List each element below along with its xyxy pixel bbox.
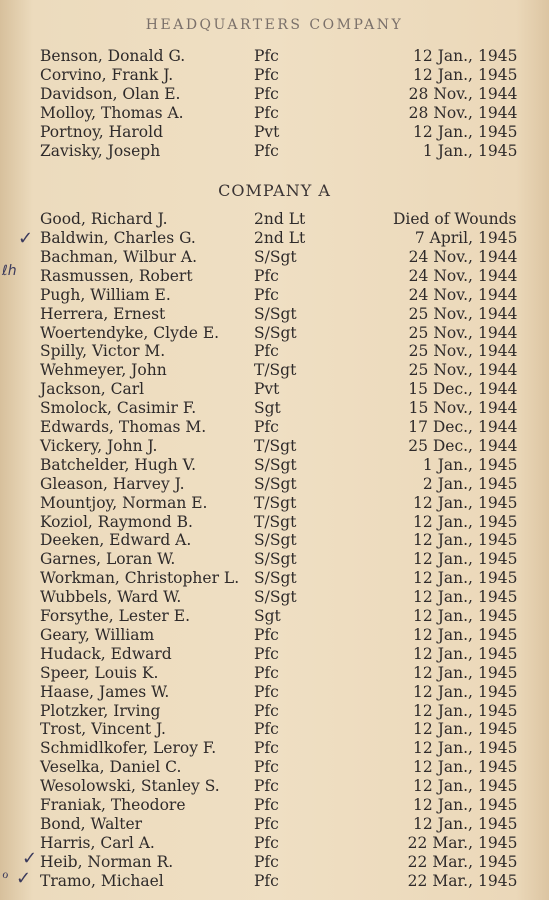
soldier-rank: S/Sgt <box>254 304 297 323</box>
soldier-rank: Sgt <box>254 607 281 625</box>
casualty-year: 1945 <box>478 852 518 871</box>
soldier-rank: Pfc <box>254 739 279 758</box>
soldier-name: Zavisky, Joseph <box>40 142 161 160</box>
casualty-year: 1944 <box>478 361 518 380</box>
soldier-rank: Pfc <box>254 47 279 65</box>
soldier-name: Forsythe, Lester E. <box>40 607 190 625</box>
casualty-year: 1945 <box>478 142 518 160</box>
casualty-date: 25 Nov., <box>408 304 473 323</box>
soldier-rank: Pfc <box>254 342 279 361</box>
casualty-date: 12 Jan., <box>413 550 473 569</box>
casualty-date: 22 Mar., <box>407 852 473 871</box>
casualty-year: 1945 <box>478 47 518 65</box>
soldier-name: Pugh, William E. <box>40 285 171 304</box>
casualty-year: 1945 <box>478 625 518 644</box>
roster-row <box>0 456 549 475</box>
casualty-date: 12 Jan., <box>413 814 473 833</box>
soldier-name: Trost, Vincent J. <box>40 720 166 739</box>
casualty-date: 24 Nov., <box>408 285 473 304</box>
soldier-name: Mountjoy, Norman E. <box>40 493 208 512</box>
soldier-name: Smolock, Casimir F. <box>40 399 197 418</box>
casualty-date: 22 Mar., <box>407 871 473 890</box>
soldier-name: Edwards, Thomas M. <box>40 418 207 436</box>
soldier-rank: Pfc <box>254 663 279 682</box>
soldier-name: Heib, Norman R. <box>40 852 174 871</box>
casualty-date: 12 Jan., <box>413 123 473 141</box>
roster-row <box>0 702 549 721</box>
roster-row <box>0 683 549 702</box>
casualty-year: 1945 <box>478 796 518 814</box>
soldier-rank: Pfc <box>254 142 279 160</box>
casualty-year: 1945 <box>478 550 518 569</box>
casualty-date: 17 Dec., <box>408 418 473 436</box>
casualty-year: 1945 <box>478 682 518 701</box>
soldier-rank: Pfc <box>254 625 279 644</box>
roster-row <box>0 607 549 626</box>
casualty-date: 12 Jan., <box>413 701 473 720</box>
soldier-rank: S/Sgt <box>254 323 297 342</box>
roster-row <box>0 569 549 588</box>
casualty-date: 12 Jan., <box>413 644 473 663</box>
soldier-name: Veselka, Daniel C. <box>40 758 182 777</box>
soldier-rank: Pfc <box>254 777 279 796</box>
soldier-name: Deeken, Edward A. <box>40 531 192 550</box>
soldier-rank: T/Sgt <box>254 512 297 531</box>
soldier-rank: Pfc <box>254 285 279 304</box>
casualty-year: 1945 <box>478 720 518 739</box>
casualty-year: 1945 <box>478 474 518 493</box>
handwritten-check-mark: ✓ <box>18 228 34 249</box>
soldier-name: Herrera, Ernest <box>40 304 166 323</box>
soldier-rank: 2nd Lt <box>254 210 306 228</box>
soldier-rank: Pfc <box>254 796 279 814</box>
casualty-date: 25 Dec., <box>408 436 473 455</box>
soldier-rank: 2nd Lt <box>254 229 306 247</box>
soldier-name: Batchelder, Hugh V. <box>40 455 197 474</box>
casualty-date: 12 Jan., <box>413 720 473 739</box>
casualty-year: 1944 <box>478 323 518 342</box>
casualty-year: 1945 <box>478 569 518 588</box>
casualty-year: 1945 <box>478 66 518 84</box>
casualty-year: 1944 <box>478 380 518 399</box>
handwritten-scribble-mark: ℓh <box>2 263 17 279</box>
roster-row <box>0 142 549 161</box>
casualty-date: 24 Nov., <box>408 247 473 266</box>
soldier-rank: T/Sgt <box>254 361 297 380</box>
casualty-year: 1945 <box>478 493 518 512</box>
roster-row <box>0 796 549 815</box>
soldier-name: Wehmeyer, John <box>40 361 167 380</box>
casualty-date: 12 Jan., <box>413 588 473 607</box>
casualty-year: 1945 <box>478 871 518 890</box>
casualty-year: 1945 <box>478 701 518 720</box>
casualty-date: 28 Nov., <box>408 104 473 122</box>
soldier-rank: Pfc <box>254 720 279 739</box>
casualty-year: 1944 <box>478 418 518 436</box>
roster-row <box>0 399 549 418</box>
casualty-year: 1944 <box>478 304 518 323</box>
roster-row <box>0 550 549 569</box>
casualty-year: 1944 <box>478 342 518 361</box>
casualty-year: 1945 <box>478 777 518 796</box>
soldier-name: Bachman, Wilbur A. <box>40 247 198 266</box>
casualty-date: 12 Jan., <box>413 625 473 644</box>
roster-row <box>0 872 549 891</box>
roster-row <box>0 834 549 853</box>
casualty-date: 15 Nov., <box>408 399 473 418</box>
roster-row <box>0 47 549 66</box>
soldier-name: Baldwin, Charles G. <box>40 229 196 247</box>
roster-row <box>0 104 549 123</box>
roster-row <box>0 720 549 739</box>
roster-row <box>0 758 549 777</box>
soldier-rank: Pfc <box>254 701 279 720</box>
roster-row <box>0 267 549 286</box>
soldier-rank: Pfc <box>254 85 279 103</box>
casualty-date: 12 Jan., <box>413 663 473 682</box>
roster-row <box>0 324 549 343</box>
casualty-year: 1945 <box>478 758 518 777</box>
roster-row <box>0 229 549 248</box>
casualty-year: 1944 <box>478 85 518 103</box>
casualty-date: 12 Jan., <box>413 796 473 814</box>
status-note: Died of Wounds <box>393 210 517 228</box>
casualty-date: 12 Jan., <box>413 682 473 701</box>
soldier-rank: Pfc <box>254 418 279 436</box>
soldier-rank: S/Sgt <box>254 588 297 607</box>
soldier-name: Rasmussen, Robert <box>40 266 193 285</box>
casualty-year: 1944 <box>478 285 518 304</box>
soldier-rank: Pfc <box>254 104 279 122</box>
roster-row <box>0 85 549 104</box>
casualty-date: 12 Jan., <box>413 777 473 796</box>
soldier-rank: S/Sgt <box>254 569 297 588</box>
soldier-name: Speer, Louis K. <box>40 663 159 682</box>
casualty-date: 12 Jan., <box>413 66 473 84</box>
roster-row <box>0 531 549 550</box>
soldier-name: Wesolowski, Stanley S. <box>40 777 220 796</box>
soldier-rank: Pvt <box>254 123 280 141</box>
handwritten-check-mark: ✓ <box>16 868 32 889</box>
roster-row <box>0 494 549 513</box>
soldier-name: Harris, Carl A. <box>40 833 155 852</box>
soldier-name: Geary, William <box>40 625 155 644</box>
roster-row <box>0 588 549 607</box>
soldier-name: Franiak, Theodore <box>40 796 186 814</box>
roster-row <box>0 777 549 796</box>
roster-row <box>0 210 549 229</box>
casualty-year: 1945 <box>478 455 518 474</box>
roster-row <box>0 286 549 305</box>
casualty-date: 12 Jan., <box>413 47 473 65</box>
roster-row <box>0 418 549 437</box>
soldier-rank: S/Sgt <box>254 474 297 493</box>
soldier-rank: Pfc <box>254 682 279 701</box>
roster-row <box>0 248 549 267</box>
roster-row <box>0 645 549 664</box>
soldier-rank: Pfc <box>254 758 279 777</box>
handwritten-check-mark: ✓ <box>22 848 38 869</box>
casualty-date: 12 Jan., <box>413 607 473 625</box>
soldier-rank: Pfc <box>254 644 279 663</box>
soldier-name: Wubbels, Ward W. <box>40 588 182 607</box>
casualty-date: 12 Jan., <box>413 739 473 758</box>
soldier-rank: Pfc <box>254 266 279 285</box>
soldier-name: Workman, Christopher L. <box>40 569 240 588</box>
roster-row <box>0 739 549 758</box>
roster-row <box>0 664 549 683</box>
roster-row <box>0 475 549 494</box>
soldier-rank: Pfc <box>254 66 279 84</box>
soldier-name: Tramo, Michael <box>40 871 164 890</box>
soldier-name: Bond, Walter <box>40 814 143 833</box>
roster-row <box>0 342 549 361</box>
casualty-date: 15 Dec., <box>408 380 473 399</box>
casualty-date: 12 Jan., <box>413 758 473 777</box>
roster-row <box>0 626 549 645</box>
soldier-name: Good, Richard J. <box>40 210 168 228</box>
roster-row <box>0 380 549 399</box>
soldier-rank: S/Sgt <box>254 550 297 569</box>
soldier-rank: Sgt <box>254 399 281 418</box>
casualty-year: 1945 <box>478 739 518 758</box>
casualty-date: 12 Jan., <box>413 493 473 512</box>
soldier-name: Vickery, John J. <box>40 436 158 455</box>
casualty-year: 1945 <box>478 531 518 550</box>
roster-row <box>0 437 549 456</box>
casualty-year: 1945 <box>478 644 518 663</box>
soldier-rank: Pvt <box>254 380 280 399</box>
casualty-date: 25 Nov., <box>408 323 473 342</box>
soldier-name: Gleason, Harvey J. <box>40 474 185 493</box>
soldier-rank: Pfc <box>254 852 279 871</box>
soldier-name: Plotzker, Irving <box>40 701 161 720</box>
roster-row <box>0 513 549 532</box>
casualty-date: 28 Nov., <box>408 85 473 103</box>
casualty-year: 1945 <box>478 833 518 852</box>
soldier-rank: Pfc <box>254 871 279 890</box>
soldier-name: Woertendyke, Clyde E. <box>40 323 220 342</box>
casualty-date: 25 Nov., <box>408 342 473 361</box>
soldier-name: Corvino, Frank J. <box>40 66 174 84</box>
roster-row <box>0 66 549 85</box>
soldier-name: Molloy, Thomas A. <box>40 104 184 122</box>
roster-row <box>0 123 549 142</box>
soldier-rank: Pfc <box>254 833 279 852</box>
soldier-name: Garnes, Loran W. <box>40 550 176 569</box>
casualty-year: 1945 <box>478 814 518 833</box>
casualty-date: 7 April, <box>414 229 473 247</box>
handwritten-scribble-mark: ℴ <box>2 866 9 882</box>
soldier-name: Spilly, Victor M. <box>40 342 166 361</box>
casualty-date: 1 Jan., <box>422 455 473 474</box>
soldier-rank: T/Sgt <box>254 436 297 455</box>
soldier-name: Koziol, Raymond B. <box>40 512 193 531</box>
casualty-year: 1944 <box>478 247 518 266</box>
soldier-rank: S/Sgt <box>254 455 297 474</box>
soldier-name: Jackson, Carl <box>40 380 145 399</box>
roster-row <box>0 853 549 872</box>
casualty-year: 1945 <box>478 663 518 682</box>
roster-row <box>0 361 549 380</box>
casualty-year: 1945 <box>478 229 518 247</box>
soldier-name: Benson, Donald G. <box>40 47 186 65</box>
casualty-year: 1944 <box>478 266 518 285</box>
casualty-date: 12 Jan., <box>413 531 473 550</box>
soldier-rank: T/Sgt <box>254 493 297 512</box>
soldier-rank: Pfc <box>254 814 279 833</box>
soldier-name: Davidson, Olan E. <box>40 85 181 103</box>
roster-row <box>0 305 549 324</box>
soldier-name: Hudack, Edward <box>40 644 172 663</box>
casualty-year: 1944 <box>478 399 518 418</box>
casualty-year: 1944 <box>478 436 518 455</box>
casualty-date: 24 Nov., <box>408 266 473 285</box>
casualty-year: 1944 <box>478 104 518 122</box>
roster-row <box>0 815 549 834</box>
casualty-year: 1945 <box>478 512 518 531</box>
casualty-date: 25 Nov., <box>408 361 473 380</box>
casualty-date: 22 Mar., <box>407 833 473 852</box>
casualty-year: 1945 <box>478 607 518 625</box>
company-a-heading: COMPANY A <box>218 181 331 200</box>
casualty-year: 1945 <box>478 588 518 607</box>
soldier-name: Haase, James W. <box>40 682 170 701</box>
soldier-rank: S/Sgt <box>254 247 297 266</box>
casualty-date: 12 Jan., <box>413 512 473 531</box>
soldier-name: Portnoy, Harold <box>40 123 164 141</box>
soldier-rank: S/Sgt <box>254 531 297 550</box>
hq-company-heading: HEADQUARTERS COMPANY <box>145 17 404 33</box>
casualty-date: 2 Jan., <box>422 474 473 493</box>
casualty-date: 12 Jan., <box>413 569 473 588</box>
soldier-name: Schmidlkofer, Leroy F. <box>40 739 217 758</box>
casualty-date: 1 Jan., <box>422 142 473 160</box>
casualty-year: 1945 <box>478 123 518 141</box>
